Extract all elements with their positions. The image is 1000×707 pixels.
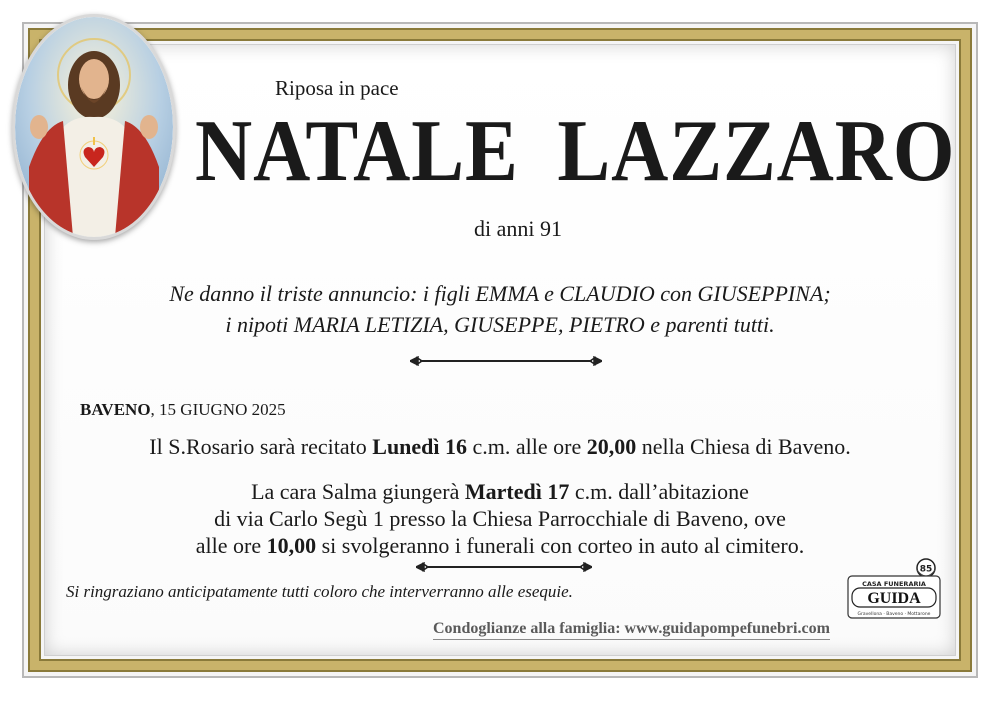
rest-in-peace-text: Riposa in pace: [275, 76, 399, 100]
place: BAVENO: [80, 400, 151, 419]
funeral-text: si svolgeranno i funerali con corteo in auto al cimitero.: [316, 533, 805, 558]
funeral-text: alle ore: [195, 533, 267, 558]
logo-top-text: CASA FUNERARIA: [862, 580, 926, 588]
funeral-time: 10,00: [266, 533, 317, 558]
rosary-text: Il S.Rosario sarà recitato: [149, 434, 373, 459]
funeral-line-3: [60, 532, 940, 559]
rosary-info: [60, 434, 940, 460]
place-date: [80, 400, 286, 420]
funeral-text: c.m. dall’abitazione: [569, 479, 749, 504]
logo-brand: GUIDA: [867, 590, 921, 607]
deceased-name: NATALE LAZZARO: [195, 103, 956, 200]
thanks-note: Si ringraziano anticipatamente tutti coloro che interverranno alle esequie.: [66, 582, 573, 601]
deceased-age: di anni 91: [474, 216, 562, 241]
announcement-line-1: Ne danno il triste annuncio: i figli EMMA e CLAUDIO con GIUSEPPINA;: [169, 281, 831, 306]
funeral-info: [60, 478, 940, 559]
family-announcement: [60, 278, 940, 340]
funeral-text: La cara Salma giungerà: [251, 479, 465, 504]
ornamental-divider-icon: [416, 562, 592, 572]
ornamental-divider-icon: [410, 356, 602, 366]
rosary-text: c.m. alle ore: [467, 434, 587, 459]
rosary-day: Lunedì 16: [372, 434, 468, 459]
funeral-line-1: [60, 478, 940, 505]
funeral-line-2: di via Carlo Segù 1 presso la Chiesa Parrocchiale di Baveno, ove: [214, 506, 786, 531]
date: , 15 GIUGNO 2025: [150, 400, 286, 419]
sacred-heart-medallion: [12, 14, 176, 240]
logo-bottom-text: Gravellona · Baveno · Mottarone: [857, 612, 931, 617]
rosary-time: 20,00: [586, 434, 637, 459]
guida-logo: [846, 558, 942, 620]
sacred-heart-icon: [15, 17, 173, 237]
announcement-line-2: i nipoti MARIA LETIZIA, GIUSEPPE, PIETRO e parenti tutti.: [225, 312, 775, 337]
logo-badge: 85: [919, 564, 933, 575]
rosary-text: nella Chiesa di Baveno.: [636, 434, 851, 459]
condolences-link[interactable]: Condoglianze alla famiglia: www.guidapompefunebri.com: [433, 620, 830, 640]
funeral-day: Martedì 17: [464, 479, 570, 504]
